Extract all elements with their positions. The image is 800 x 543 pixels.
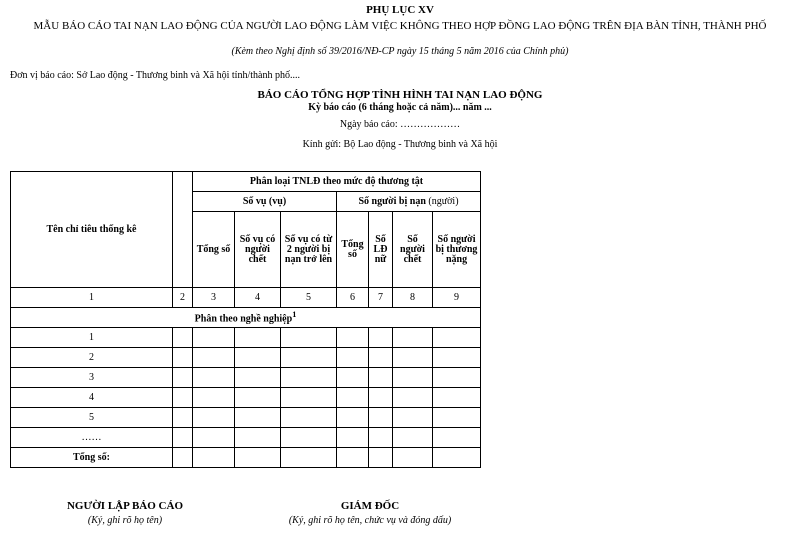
row-label: 1 [11,328,173,348]
total-label: Tổng số: [11,448,173,468]
data-cell[interactable] [337,428,369,448]
data-cell[interactable] [337,328,369,348]
data-cell[interactable] [173,348,193,368]
data-cell[interactable] [173,328,193,348]
data-cell[interactable] [193,408,235,428]
data-cell[interactable] [433,428,481,448]
row-label: …… [11,428,173,448]
data-cell[interactable] [235,448,281,468]
victims-header-unit: (người) [425,195,459,207]
data-cell[interactable] [393,328,433,348]
data-cell[interactable] [193,348,235,368]
data-cell[interactable] [337,388,369,408]
sub-female-workers: Số LĐ nữ [369,212,393,288]
preparer-note: (Ký, ghi rõ họ tên) [87,515,163,526]
data-cell[interactable] [235,348,281,368]
data-cell[interactable] [369,408,393,428]
decree-note: (Kèm theo Nghị định số 39/2016/NĐ-CP ngày 15 tháng 5 năm 2016 của Chính phủ) [231,46,569,57]
data-cell[interactable] [281,328,337,348]
recipient: Kính gửi: Bộ Lao động - Thương binh và Xã hội [302,139,498,150]
data-cell[interactable] [433,388,481,408]
data-cell[interactable] [173,408,193,428]
preparer-title: NGƯỜI LẬP BÁO CÁO [66,500,183,512]
table-row [11,408,481,428]
data-cell[interactable] [173,428,193,448]
data-cell[interactable] [369,448,393,468]
appendix-label: PHỤ LỤC XV [366,4,434,16]
data-cell[interactable] [369,428,393,448]
data-cell[interactable] [281,408,337,428]
signature-preparer [40,500,210,526]
statistics-table [10,171,481,468]
data-cell[interactable] [235,368,281,388]
data-cell[interactable] [369,328,393,348]
data-cell[interactable] [337,368,369,388]
indicator-header: Tên chỉ tiêu thống kê [11,172,173,288]
row-label: 4 [11,388,173,408]
sub-multi-victim-cases: Số vụ có từ 2 người bị nạn trở lên [281,212,337,288]
table-row [11,428,481,448]
reporting-unit: Đơn vị báo cáo: Sở Lao động - Thương binh và Xã hội tỉnh/thành phố.... [10,70,300,81]
data-cell[interactable] [393,348,433,368]
data-cell[interactable] [337,448,369,468]
col-number: 9 [433,288,481,308]
data-cell[interactable] [393,408,433,428]
data-cell[interactable] [393,428,433,448]
data-cell[interactable] [235,388,281,408]
data-cell[interactable] [369,388,393,408]
data-cell[interactable] [281,348,337,368]
data-cell[interactable] [193,448,235,468]
data-cell[interactable] [369,368,393,388]
sub-total-cases: Tổng số [193,212,235,288]
data-cell[interactable] [235,428,281,448]
row-label: 2 [11,348,173,368]
data-cell[interactable] [193,388,235,408]
sub-deaths: Số người chết [393,212,433,288]
col-number: 3 [193,288,235,308]
report-title: BÁO CÁO TỔNG HỢP TÌNH HÌNH TAI NẠN LAO ĐỘNG [257,89,543,101]
table-row [11,368,481,388]
table-row [11,328,481,348]
sub-total-victims: Tổng số [337,212,369,288]
data-cell[interactable] [393,388,433,408]
data-cell[interactable] [393,368,433,388]
data-cell[interactable] [433,408,481,428]
data-cell[interactable] [369,348,393,368]
director-note: (Ký, ghi rõ họ tên, chức vụ và đóng dấu) [288,515,452,526]
data-cell[interactable] [193,368,235,388]
data-cell[interactable] [433,348,481,368]
signature-director [240,500,500,526]
col-number: 7 [369,288,393,308]
sub-fatal-cases: Số vụ có người chết [235,212,281,288]
col-number: 8 [393,288,433,308]
col-number: 2 [173,288,193,308]
blank-header [173,172,193,288]
sub-serious-injuries: Số người bị thương nặng [433,212,481,288]
victims-header-label: Số người bị nạn [358,195,426,207]
section-occupation-label: Phân theo nghề nghiệp [194,313,293,325]
total-row [11,448,481,468]
footnote-marker: 1 [292,310,297,320]
data-cell[interactable] [281,388,337,408]
data-cell[interactable] [281,368,337,388]
row-label: 3 [11,368,173,388]
col-number: 1 [11,288,173,308]
data-cell[interactable] [281,428,337,448]
data-cell[interactable] [281,448,337,468]
form-title: MẪU BÁO CÁO TAI NẠN LAO ĐỘNG CỦA NGƯỜI LAO ĐỘNG LÀM VIỆC KHÔNG THEO HỢP ĐỒNG LAO ĐỘNG TRÊN ĐỊA BÀN TỈNH, THÀNH PHỐ [33,20,767,32]
data-cell[interactable] [173,388,193,408]
director-title: GIÁM ĐỐC [340,500,400,512]
data-cell[interactable] [433,448,481,468]
row-label: 5 [11,408,173,428]
data-cell[interactable] [393,448,433,468]
data-cell[interactable] [235,328,281,348]
report-date: Ngày báo cáo: ……………… [339,119,461,130]
col-number: 4 [235,288,281,308]
data-cell[interactable] [193,428,235,448]
data-cell[interactable] [337,348,369,368]
data-cell[interactable] [173,368,193,388]
victims-header [337,192,481,212]
data-cell[interactable] [337,408,369,428]
classification-header: Phân loại TNLĐ theo mức độ thương tật [193,172,481,192]
col-number: 5 [281,288,337,308]
data-cell[interactable] [193,328,235,348]
data-cell[interactable] [433,368,481,388]
data-cell[interactable] [433,328,481,348]
data-cell[interactable] [173,448,193,468]
table-row [11,388,481,408]
col-number: 6 [337,288,369,308]
section-occupation [11,308,481,328]
cases-header: Số vụ (vụ) [193,192,337,212]
data-cell[interactable] [235,408,281,428]
report-period: Kỳ báo cáo (6 tháng hoặc cả năm)... năm ... [308,102,492,113]
table-row [11,348,481,368]
